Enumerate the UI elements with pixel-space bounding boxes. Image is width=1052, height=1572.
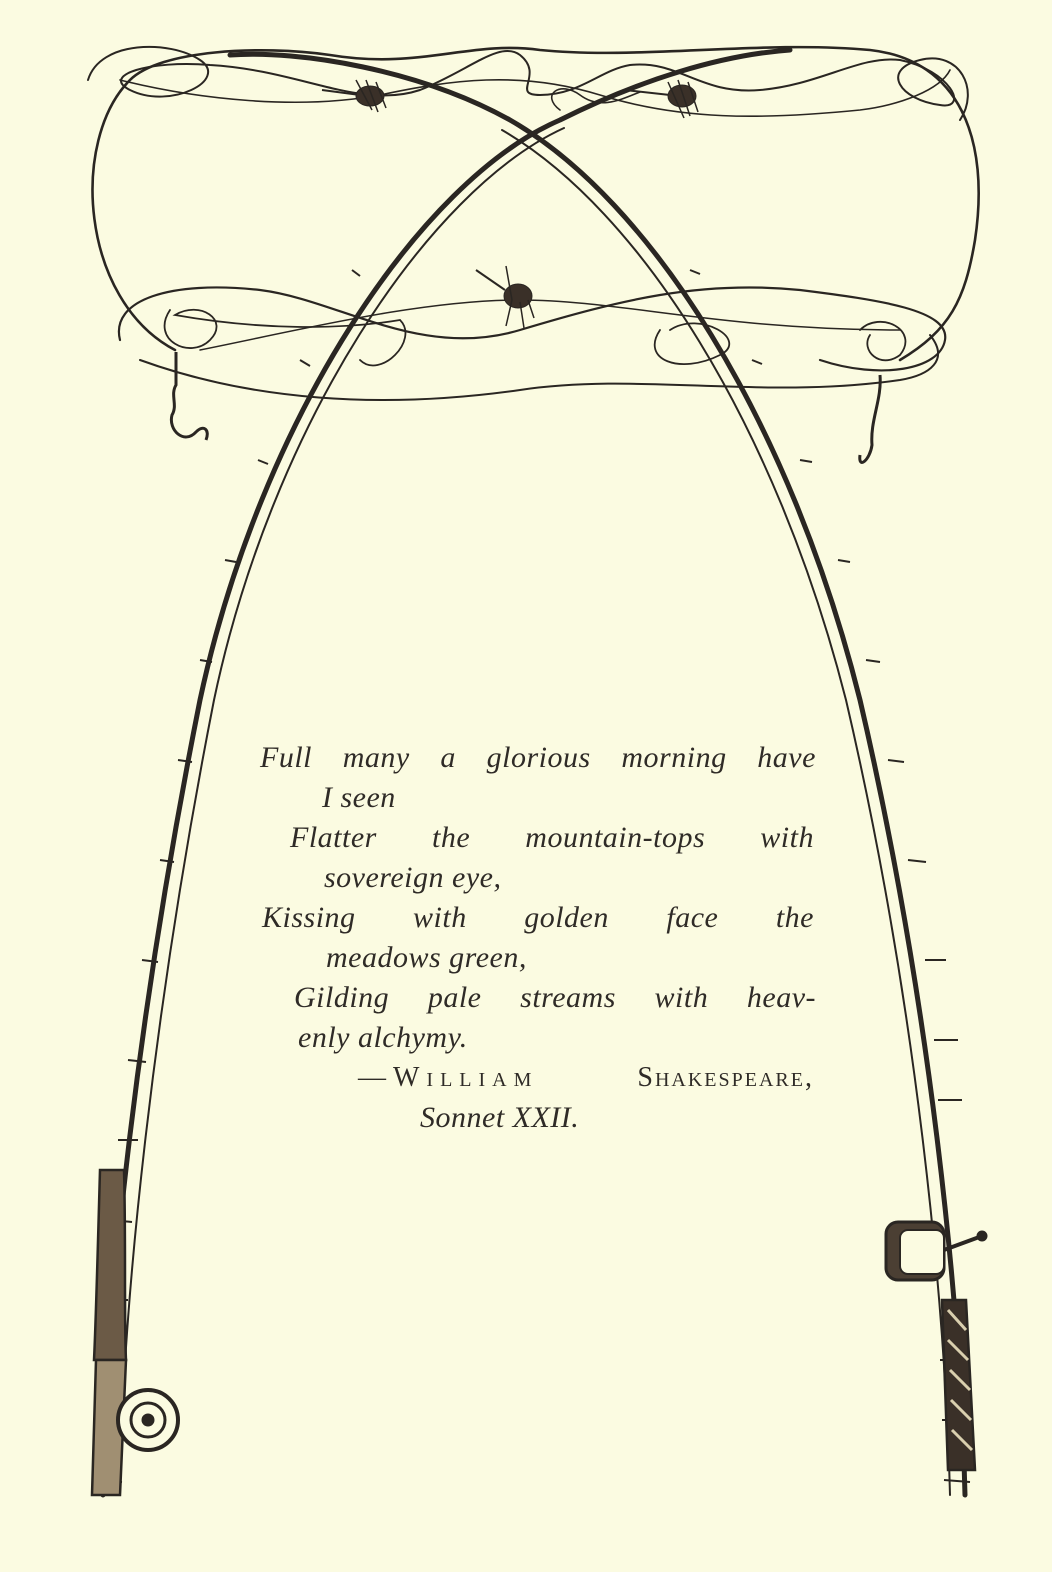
poem-line-7 [294, 978, 816, 1018]
word: heav- [746, 981, 816, 1014]
fly-lure-icon [322, 80, 386, 112]
source: Sonnet XXII. [420, 1101, 580, 1134]
author-first-name: —William [358, 1062, 539, 1093]
word: with [760, 821, 814, 854]
word: with [413, 901, 467, 934]
word: the [431, 821, 471, 854]
fly-lure-icon [476, 266, 534, 328]
poem-line-5 [262, 898, 814, 938]
word: streams [520, 981, 616, 1014]
word: face [666, 901, 719, 934]
poem-line-8: enly alchymy. [298, 1021, 468, 1054]
word: the [775, 901, 814, 934]
poem-line-2: I seen [322, 781, 396, 814]
word: have [757, 741, 816, 774]
attribution [358, 1058, 814, 1098]
top-flourish-2 [120, 70, 950, 116]
lower-loop-right [655, 322, 906, 364]
word: Kissing [262, 901, 356, 934]
middle-line [200, 300, 900, 350]
poem-line-3 [290, 818, 814, 858]
poem [258, 738, 818, 1138]
word: pale [427, 981, 482, 1014]
word: a [440, 741, 456, 774]
word: with [654, 981, 709, 1014]
word: golden [524, 901, 609, 934]
word: Flatter [290, 821, 377, 854]
poem-line-6: meadows green, [326, 941, 527, 974]
word: many [342, 741, 410, 774]
word: morning [621, 741, 727, 774]
word: Gilding [294, 981, 390, 1014]
worm-hook-icon [171, 352, 880, 462]
reel-icon [886, 1222, 987, 1470]
top-flourish [88, 47, 968, 120]
poem-line-1 [260, 738, 816, 778]
word: Full [260, 741, 312, 774]
word: glorious [486, 741, 591, 774]
poem-line-4: sovereign eye, [324, 861, 502, 894]
lower-flourish-2 [140, 335, 938, 400]
word: mountain-tops [525, 821, 706, 854]
reel-icon [92, 1170, 178, 1495]
author-last-name: Shakespeare, [637, 1062, 814, 1093]
